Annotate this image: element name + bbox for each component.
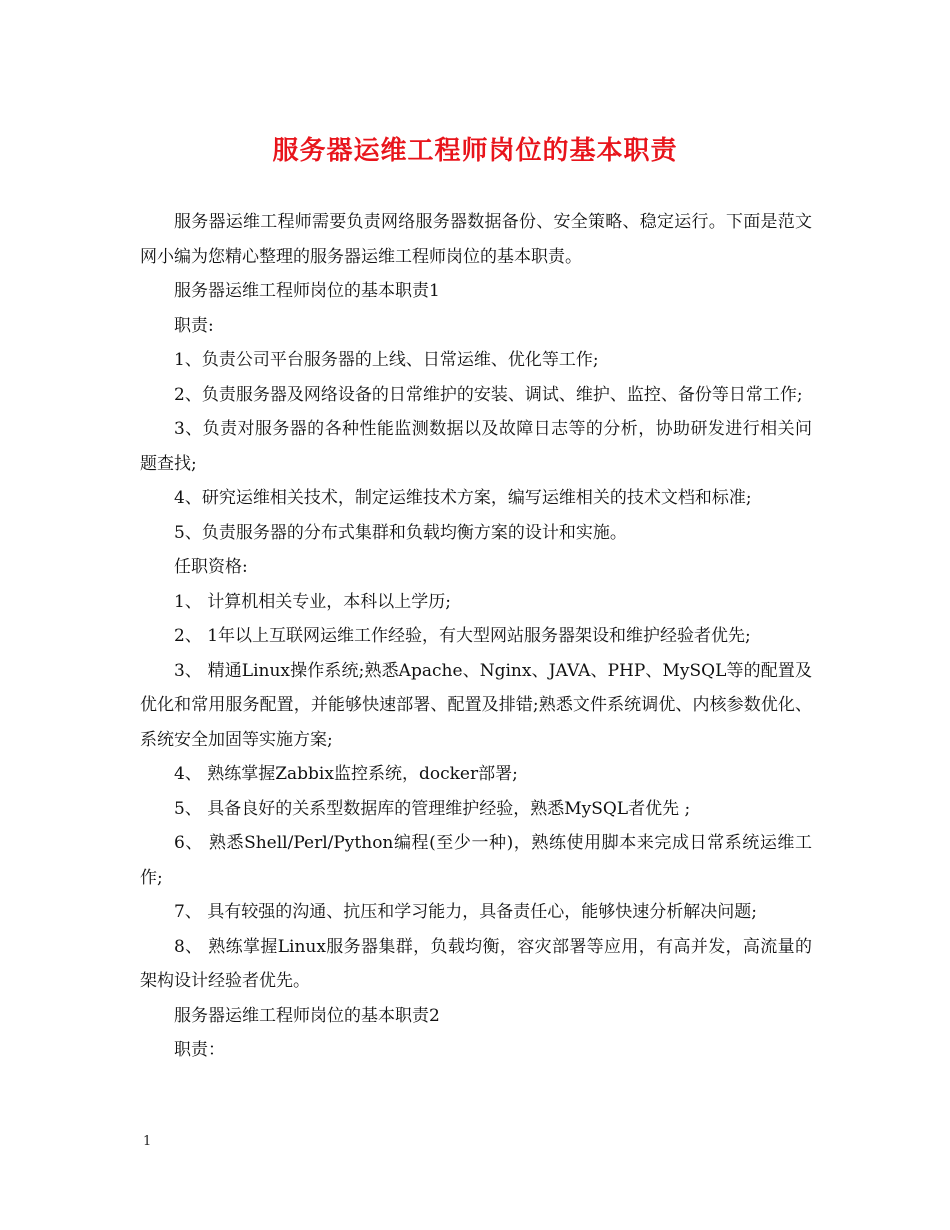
qualification-item: 2、 1年以上互联网运维工作经验，有大型网站服务器架设和维护经验者优先; [174, 626, 751, 646]
document-body [140, 205, 812, 1068]
page-number: 1 [143, 1134, 152, 1149]
qualification-item: 8、 熟练掌握Linux服务器集群，负载均衡，容灾部署等应用，有高并发，高流量的架构设计经验者优先。 [140, 936, 812, 991]
duty-item: 5、负责服务器的分布式集群和负载均衡方案的设计和实施。 [174, 522, 627, 543]
qualification-item: 1、 计算机相关专业，本科以上学历; [174, 591, 451, 612]
qualification-item: 3、 精通Linux操作系统;熟悉Apache、Nginx、JAVA、PHP、MySQL等的配置及优化和常用服务配置，并能够快速部署、配置及排错;熟悉文件系统调优、内核参数优化、系统安全加固等实施方案; [140, 660, 812, 750]
document-title: 服务器运维工程师岗位的基本职责 [272, 136, 678, 166]
duty-item: 2、负责服务器及网络设备的日常维护的安装、调试、维护、监控、备份等日常工作; [174, 384, 803, 405]
qualifications-label: 任职资格: [174, 557, 248, 577]
duty-item: 3、负责对服务器的各种性能监测数据以及故障日志等的分析，协助研发进行相关问题查找; [140, 419, 812, 474]
section-heading-2: 服务器运维工程师岗位的基本职责2 [174, 1005, 440, 1026]
duties-label: 职责: [174, 315, 214, 336]
duty-item: 1、负责公司平台服务器的上线、日常运维、优化等工作; [174, 350, 599, 370]
qualification-item: 4、 熟练掌握Zabbix监控系统，docker部署; [174, 764, 518, 784]
qualification-item: 6、 熟悉Shell/Perl/Python编程(至少一种)，熟练使用脚本来完成日常系统运维工作; [140, 833, 812, 888]
intro-paragraph: 服务器运维工程师需要负责网络服务器数据备份、安全策略、稳定运行。下面是范文网小编为您精心整理的服务器运维工程师岗位的基本职责。 [140, 212, 812, 267]
qualification-item: 7、 具有较强的沟通、抗压和学习能力，具备责任心，能够快速分析解决问题; [174, 902, 757, 922]
duties-label: 职责： [174, 1040, 225, 1060]
section-heading-1: 服务器运维工程师岗位的基本职责1 [174, 281, 440, 301]
duty-item: 4、研究运维相关技术，制定运维技术方案，编写运维相关的技术文档和标准; [174, 488, 752, 508]
qualification-item: 5、 具备良好的关系型数据库的管理维护经验，熟悉MySQL者优先 ; [174, 798, 691, 819]
